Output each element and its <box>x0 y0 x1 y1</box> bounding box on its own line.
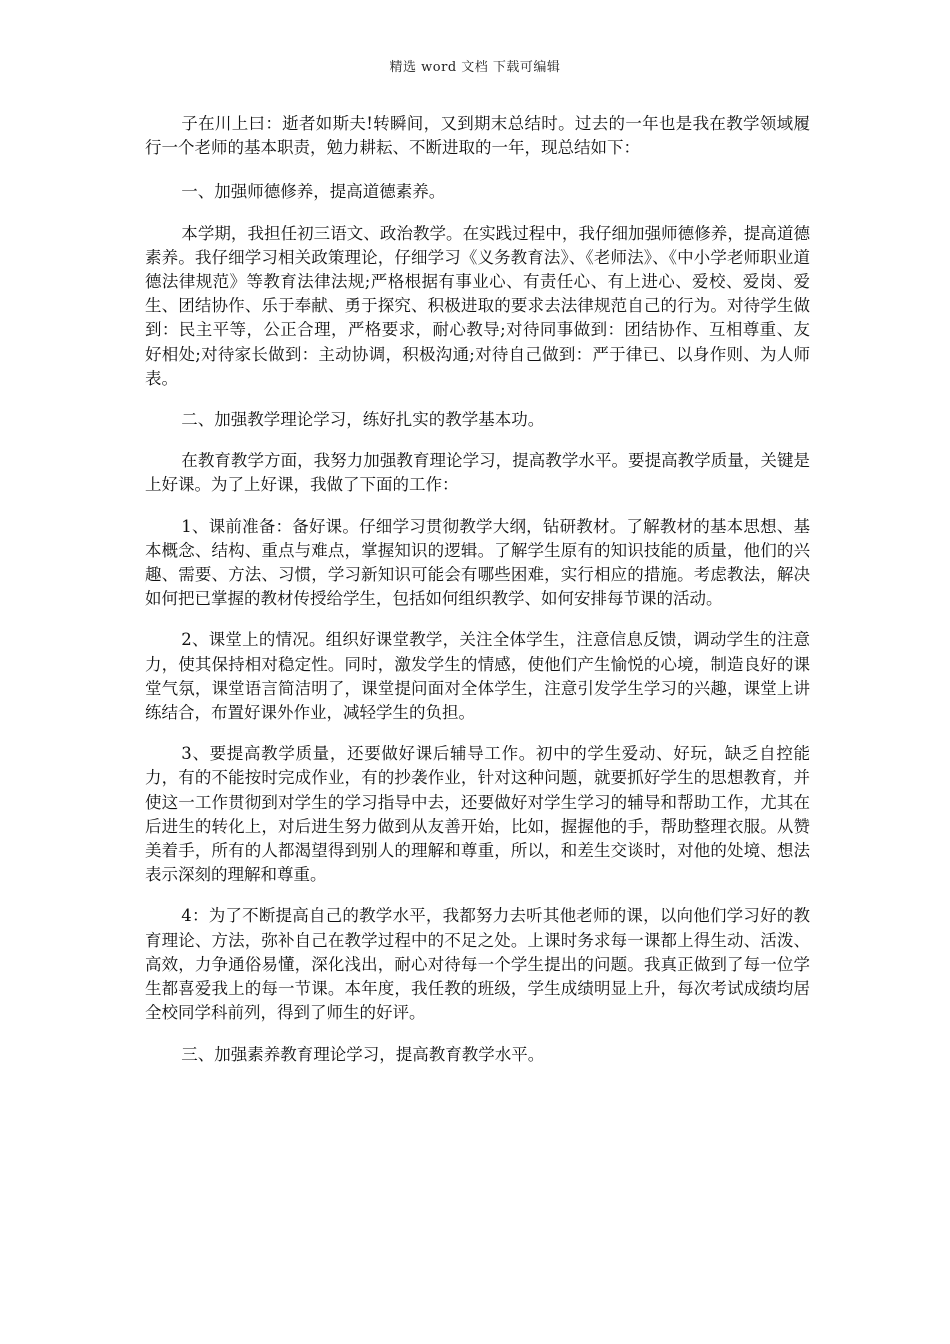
section-heading-2: 二、加强教学理论学习，练好扎实的教学基本功。 <box>181 410 545 430</box>
list-item-3: 3、要提高教学质量，还要做好课后辅导工作。初中的学生爱动、好玩，缺乏自控能力，有的不能按时完成作业，有的抄袭作业，针对这种问题，就要抓好学生的思想教育，并使这一工作贯彻到对学生的学习指导中去，还要做好对学生学习的辅导和帮助工作，尤其在后进生的转化上，对后进生努力做到从友善开始，比如，握握他的手，帮助整理衣服。从赞美着手，所有的人都渴望得到别人的理解和尊重，所以，和差生交谈时，对他的处境、想法表示深刻的理解和尊重。 <box>145 744 810 885</box>
intro-paragraph: 子在川上曰：逝者如斯夫!转瞬间，又到期末总结时。过去的一年也是我在教学领域履行一个老师的基本职责，勉力耕耘、不断进取的一年，现总结如下： <box>145 114 810 158</box>
section-heading-1: 一、加强师德修养，提高道德素养。 <box>181 182 446 202</box>
document-body <box>145 112 810 1084</box>
body-paragraph: 在教育教学方面，我努力加强教育理论学习，提高教学水平。要提高教学质量，关键是上好课。为了上好课，我做了下面的工作： <box>145 451 810 495</box>
list-item-1: 1、课前准备：备好课。仔细学习贯彻教学大纲，钻研教材。了解教材的基本思想、基本概念、结构、重点与难点，掌握知识的逻辑。了解学生原有的知识技能的质量，他们的兴趣、需要、方法、习惯，学习新知识可能会有哪些困难，实行相应的措施。考虑教法，解决如何把已掌握的教材传授给学生，包括如何组织教学、如何安排每节课的活动。 <box>145 516 810 609</box>
body-paragraph: 本学期，我担任初三语文、政治教学。在实践过程中，我仔细加强师德修养，提高道德素养。我仔细学习相关政策理论，仔细学习《义务教育法》、《老师法》、《中小学老师职业道德法律规范》等教育法律法规;严格根据有事业心、有责任心、有上进心、爱校、爱岗、爱生、团结协作、乐于奉献、勇于探究、积极进取的要求去法律规范自己的行为。对待学生做到：民主平等，公正合理，严格要求，耐心教导;对待同事做到：团结协作、互相尊重、友好相处;对待家长做到：主动协调，积极沟通;对待自己做到：严于律已、以身作则、为人师表。 <box>145 223 810 388</box>
page-header: 精选 word 文档 下载可编辑 <box>389 60 561 75</box>
list-item-4: 4：为了不断提高自己的教学水平，我都努力去听其他老师的课，以向他们学习好的教育理论、方法，弥补自己在教学过程中的不足之处。上课时务求每一课都上得生动、活泼、高效，力争通俗易懂，深化浅出，耐心对待每一个学生提出的问题。我真正做到了每一位学生都喜爱我上的每一节课。本年度，我任教的班级，学生成绩明显上升，每次考试成绩均居全校同学科前列，得到了师生的好评。 <box>145 906 810 1023</box>
list-item-2: 2、课堂上的情况。组织好课堂教学，关注全体学生，注意信息反馈，调动学生的注意力，使其保持相对稳定性。同时，激发学生的情感，使他们产生愉悦的心境，制造良好的课堂气氛，课堂语言简洁明了，课堂提问面对全体学生，注意引发学生学习的兴趣，课堂上讲练结合，布置好课外作业，减轻学生的负担。 <box>145 630 810 723</box>
section-heading-3: 三、加强素养教育理论学习，提高教育教学水平。 <box>181 1044 545 1064</box>
